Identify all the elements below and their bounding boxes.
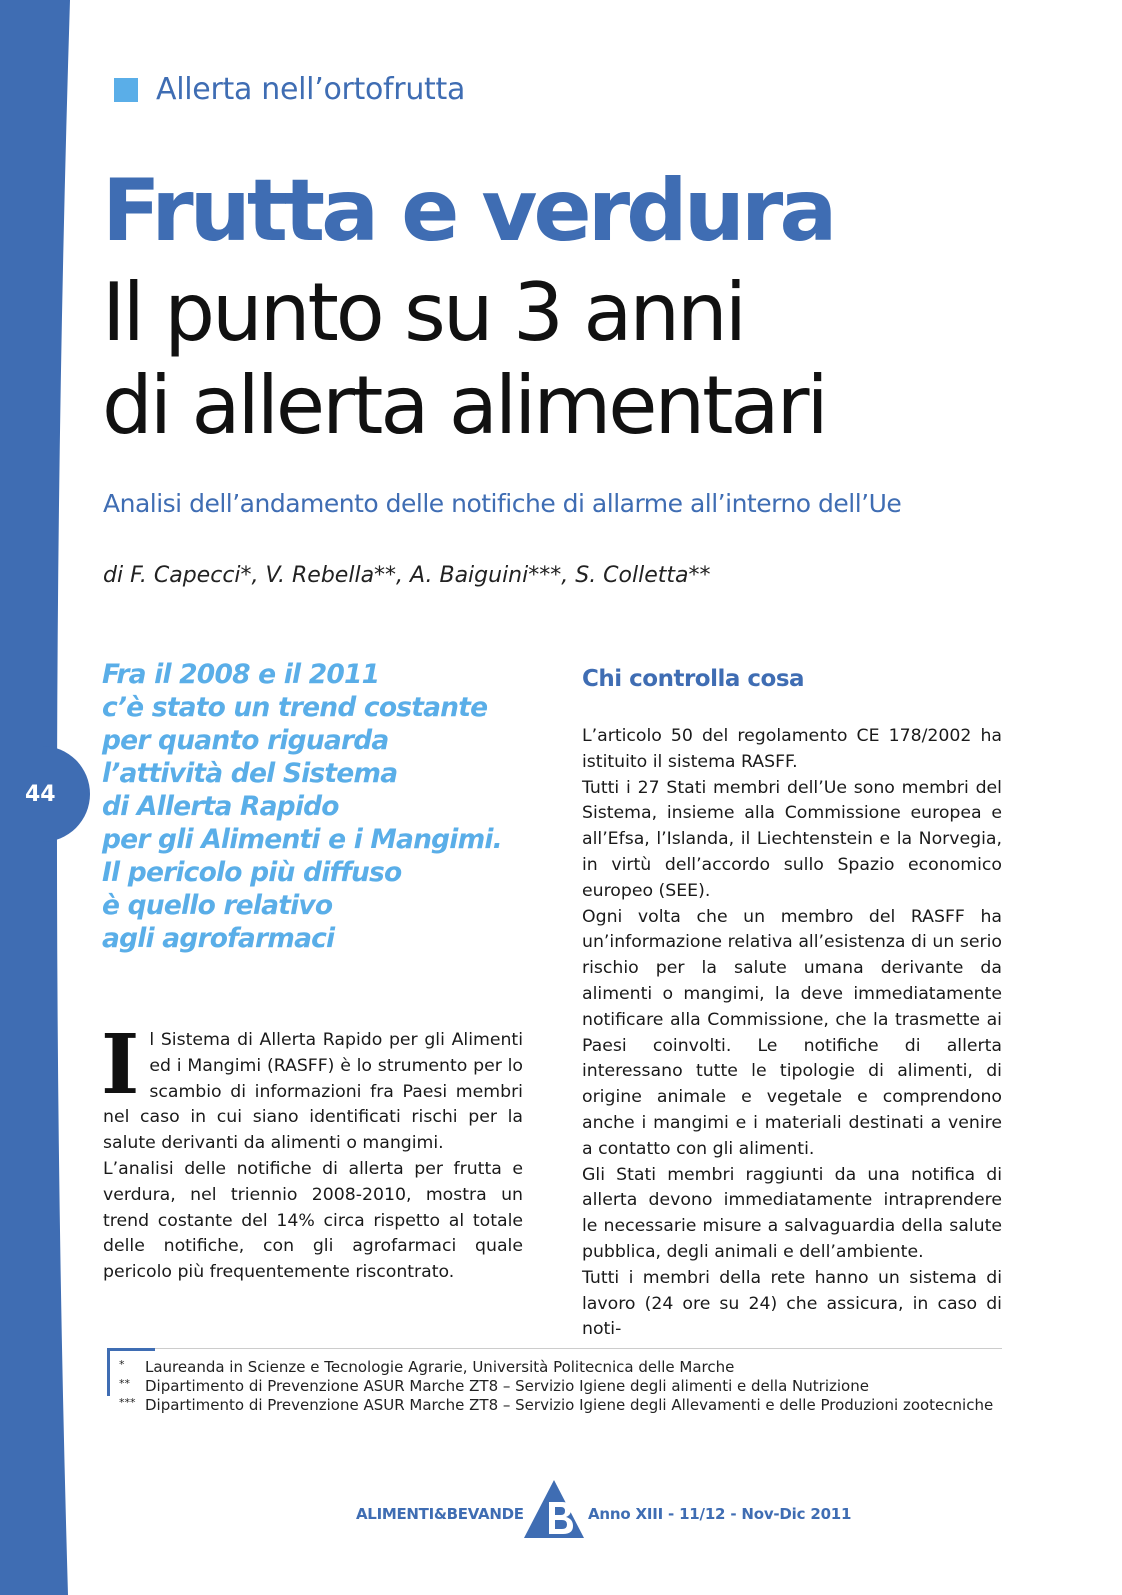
issue-info: Anno XIII - 11/12 - Nov-Dic 2011 [588,1505,852,1523]
right-paragraph-3: Ogni volta che un membro del RASFF ha un’informazione relativa all’esistenza di un serio rischio per la salute umana derivante da alimenti o mangimi, la deve immediatamente notificare alla Commissione, che la trasmette ai Paesi coinvolti. Le notifiche di allerta interessano tutte le tipologie di alimenti, di origine animale e vegetale e comprendono anche i mangimi e i materiali destinati a venire a contatto con gli alimenti. [582,906,1002,1159]
left-paragraph-2: L’analisi delle notifiche di allerta per frutta e verdura, nel triennio 2008-2010, mostra un trend costante del 14% circa rispetto al totale delle notifiche, con gli agrofarmaci quale pericolo più frequentemente riscontrato. [103,1158,523,1283]
footnote-item [119,1396,999,1415]
footnote-corner-mark [107,1348,155,1351]
footnote-rule [107,1348,1002,1349]
section-title: Allerta nell’ortofrutta [156,72,466,107]
footnote-mark: *** [119,1396,136,1409]
dropcap: I [101,1017,140,1113]
right-paragraph-1: L’articolo 50 del regolamento CE 178/2002 ha istituito il sistema RASFF. [582,726,1002,772]
right-column-body [582,724,1002,1343]
section-square-icon [114,78,138,102]
magazine-logo-icon [524,1480,584,1538]
title-line-2: Il punto su 3 anni [102,266,744,359]
page-footer [356,1480,856,1540]
left-column [101,1017,523,1286]
title-line-3: di allerta alimentari [102,359,826,452]
pullquote-line: c’è stato un trend costante [102,692,488,723]
pullquote-line: per quanto riguarda [102,725,389,756]
pullquote-line: di Allerta Rapido [102,791,339,822]
right-paragraph-4: Gli Stati membri raggiunti da una notifica di allerta devono immediatamente intraprendere le necessarie misure a salvaguardia della salute pubblica, degli animali e dell’ambiente. [582,1164,1002,1262]
title-line-1: Frutta e verdura [102,161,834,261]
pullquote-line: agli agrofarmaci [102,923,335,954]
page-number: 44 [25,781,56,807]
pullquote-line: Fra il 2008 e il 2011 [102,659,380,690]
left-paragraph-1 [101,1017,523,1157]
pullquote-line: è quello relativo [102,890,333,921]
magazine-name: ALIMENTI&BEVANDE [356,1505,524,1523]
pullquote-line: per gli Alimenti e i Mangimi. [102,824,502,855]
article-authors: di F. Capecci*, V. Rebella**, A. Baiguini***, S. Colletta** [103,563,711,588]
footnote-mark: ** [119,1377,130,1390]
section-label [114,72,465,107]
footnote-text: Laureanda in Scienze e Tecnologie Agrarie, Università Politecnica delle Marche [145,1358,735,1376]
footnote-text: Dipartimento di Prevenzione ASUR Marche ZT8 – Servizio Igiene degli alimenti e della Nutrizione [145,1377,869,1395]
pullquote-line: Il pericolo più diffuso [102,857,402,888]
left-paragraph-1-text: l Sistema di Allerta Rapido per gli Alimenti ed i Mangimi (RASFF) è lo strumento per lo scambio di informazioni fra Paesi membri nel caso in cui siano identificati rischi per la salute derivanti da alimenti o mangimi. [103,1030,523,1154]
pullquote [102,658,542,955]
right-paragraph-2: Tutti i 27 Stati membri dell’Ue sono membri del Sistema, insieme alla Commissione europea e all’Efsa, l’Islanda, il Liechtenstein e la Norvegia, in virtù dell’accordo sullo Spazio economico europeo (SEE). [582,777,1002,901]
article-subtitle: Analisi dell’andamento delle notifiche di allarme all’interno dell’Ue [103,489,902,518]
footnote-text: Dipartimento di Prevenzione ASUR Marche ZT8 – Servizio Igiene degli Allevamenti e delle Produzioni zootecniche [145,1396,994,1414]
pullquote-line: l’attività del Sistema [102,758,398,789]
right-column-heading: Chi controlla cosa [582,666,805,692]
footnote-mark: * [119,1358,125,1371]
footnote-item [119,1377,999,1396]
right-column [582,666,1002,1343]
footnote-list [119,1358,999,1415]
footnote-item [119,1358,999,1377]
footnote-corner-mark [107,1348,110,1396]
right-paragraph-5: Tutti i membri della rete hanno un sistema di lavoro (24 ore su 24) che assicura, in caso di noti- [582,1267,1002,1340]
